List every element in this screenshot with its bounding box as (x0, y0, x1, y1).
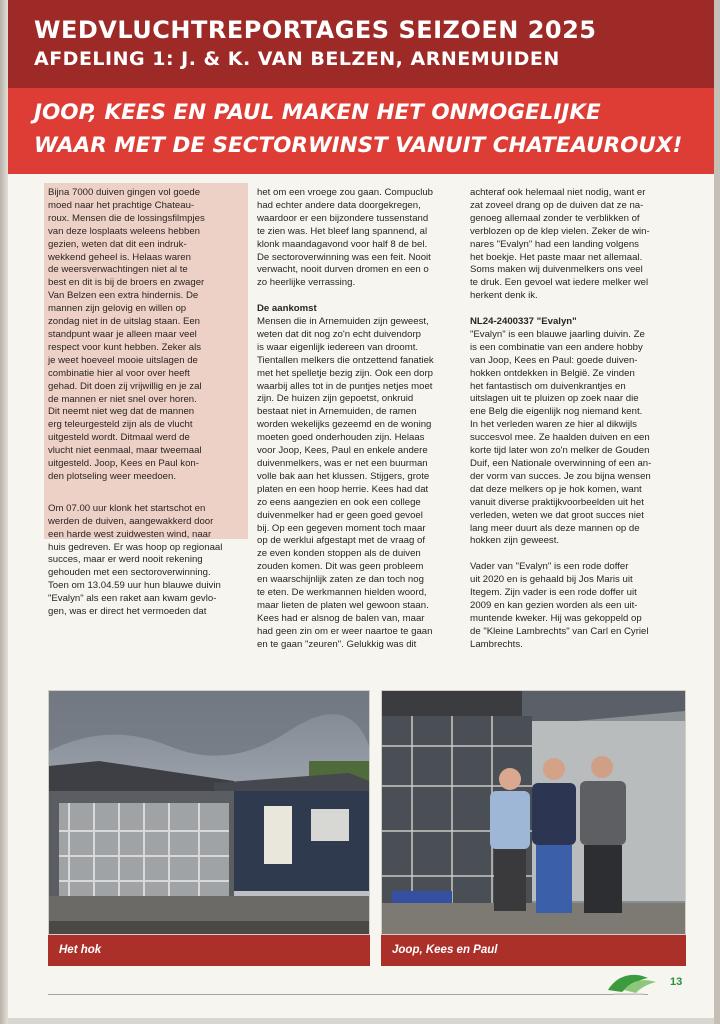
text-line: In het verleden waren ze hier al dikwijls (470, 419, 637, 431)
headline-band (8, 88, 714, 174)
series-title: WEDVLUCHTREPORTAGES SEIZOEN 2025 (34, 16, 597, 44)
text-line: Dit neemt niet weg dat de mannen (48, 406, 195, 418)
text-line: platen en een hoop herrie. Kees had dat (257, 483, 429, 495)
text-line: De sectoroverwinning was een feit. Nooit (257, 251, 431, 263)
text-line: den plotseling weer meedoen. (48, 470, 177, 482)
text-line: "Evalyn" als een raket aan kwam gevlo- (48, 593, 217, 605)
text-line: werden de duiven, aangewakkerd door (48, 515, 214, 527)
text-line: dat deze melkers op je hok komen, want (470, 483, 642, 495)
text-line: moed naar het prachtige Chateau- (48, 199, 195, 211)
text-line: de weersverwachtingen niet al te (48, 264, 188, 276)
text-line: uitgesteld wordt. Ditmaal werd de (48, 432, 190, 444)
text-line: een harde west zuidwesten wind, naar (48, 528, 212, 540)
text-line: volle bak aan het klussen. Stijgers, grote (257, 470, 430, 482)
column-2 (257, 187, 467, 652)
text-line: Duif, een Nationale overwinning of een an- (470, 458, 652, 470)
text-line: verblozen op de klep vielen. Zeker de win- (470, 225, 650, 237)
text-line: verwacht, nooit durven dromen en een o (257, 264, 429, 276)
column-3-paragraph (470, 187, 700, 303)
text-line: wekkend geheel is. Helaas waren (48, 251, 191, 263)
text-line: is een combinatie van een andere hobby (470, 341, 643, 353)
caption-loft: Het hok (48, 935, 370, 966)
text-line: korte tijd later won zo'n melker de Gouden (470, 445, 650, 457)
text-line: muntende kweker. Hij was gekoppeld op (470, 612, 642, 624)
text-line: van Joop, Kees en Paul: goede duiven- (470, 354, 638, 366)
magazine-page (8, 0, 714, 1018)
text-line: Lambrechts. (470, 638, 523, 650)
text-line: je weet hoeveel mooie uitslagen de (48, 354, 198, 366)
text-line: weten dat dit nog zo'n echt duivendorp (257, 328, 421, 340)
text-line: achteraf ook helemaal niet nodig, want er (470, 187, 646, 198)
photo-loft (48, 690, 370, 935)
text-line: waardoor er een bijzondere tussenstand (257, 212, 429, 224)
subheading-arrival: De aankomst (257, 303, 317, 315)
text-line: 2009 en kan gezien worden als een uit- (470, 599, 638, 611)
text-line: ene Belg die eigenlijk nog niemand kent. (470, 406, 643, 418)
text-line: Vader van "Evalyn" is een rode doffer (470, 561, 629, 573)
text-line: duivenmelker had er geen goed gevoel (257, 509, 423, 521)
headline-line: JOOP, KEES EN PAUL MAKEN HET ONMOGELIJKE (34, 100, 601, 125)
text-line: hokken zijn geweest. (470, 535, 560, 547)
text-line: de mannen er niet snel over horen. (48, 393, 197, 405)
text-line: op de werklui afgestapt met de vraag of (257, 535, 425, 547)
text-line: zondag niet in de uitslag staan. Een (48, 316, 201, 328)
text-line: Mensen die in Arnemuiden zijn geweest, (257, 316, 429, 328)
text-line: erg teleurgesteld zijn als de vlucht (48, 419, 193, 431)
text-line: huis gedreven. Er was hoop op regionaal (48, 541, 223, 553)
text-line: met het spelletje bezig zijn. Ook een dorp (257, 367, 433, 379)
subheading-evalyn: NL24-2400337 "Evalyn" (470, 316, 577, 328)
text-line: van deze losplaats weleens hebben (48, 225, 201, 237)
caption-people: Joop, Kees en Paul (381, 935, 686, 966)
text-line: hokken ontdekken in België. Ze vinden (470, 367, 635, 379)
header-band (8, 0, 714, 88)
text-line: worden wekelijks gezeemd en de woning (257, 419, 432, 431)
section-title: AFDELING 1: J. & K. VAN BELZEN, ARNEMUIDEN (34, 48, 560, 70)
text-line: had geen zin om er weer naartoe te gaan (257, 625, 433, 637)
text-line: verleden, weten we dat groot succes niet (470, 509, 644, 521)
column-1 (48, 187, 248, 619)
text-line: vanuit diverse praktijkvoorbeelden uit het (470, 496, 644, 508)
photo-people (381, 690, 686, 935)
text-line: Toen om 13.04.59 uur hun blauwe duivin (48, 580, 221, 592)
column-3 (470, 187, 700, 652)
intro-paragraph (48, 187, 248, 484)
text-line: en waarschijnlijk zaten ze dan toch nog (257, 574, 424, 586)
text-line: duivenmelkers, was er net een buurman (257, 458, 428, 470)
text-line: Om 07.00 uur klonk het startschot en (48, 502, 206, 514)
leaf-logo-icon (604, 968, 660, 998)
text-line: genoeg allemaal zonder te verblikken of (470, 212, 640, 224)
text-line: Van Belzen een extra hindernis. De (48, 290, 199, 302)
text-line: het boekje. Het paste maar net allemaal. (470, 251, 643, 263)
text-line: standpunt waar je alleen maar veel (48, 328, 197, 340)
footer-rule (48, 994, 648, 995)
loft-image (49, 691, 369, 934)
text-line: het fantastisch om duivenkrantjes en (470, 380, 626, 392)
text-line: moeten goed onderhouden zijn. Helaas (257, 432, 425, 444)
text-line: zo heerlijke verrassing. (257, 277, 356, 289)
text-line: zouden komen. Dit was geen probleem (257, 561, 424, 573)
text-line: gehad. Dit doen zij vrijwillig en je zal (48, 380, 202, 392)
text-line: best en dit is bij de broers en zwager (48, 277, 205, 289)
text-line: Bijna 7000 duiven gingen vol goede (48, 187, 201, 198)
text-line: mannen zijn gelovig en willen op (48, 303, 187, 315)
text-line: uitslagen uit te pluizen op zoek naar die (470, 393, 639, 405)
text-line: uit 2020 en is gehaald bij Jos Maris uit (470, 574, 633, 586)
text-line: uitgesteld. Joop, Kees en Paul kon- (48, 458, 199, 470)
text-line: succesvol mee. Ze haalden duiven en een (470, 432, 650, 444)
text-line: Kees had er alsnog de balen van, maar (257, 612, 425, 624)
text-line: roux. Mensen die de lossingsfilmpjes (48, 212, 205, 224)
text-line: succes, maar er werd nooit rekening (48, 554, 203, 566)
text-line: klonk maandagavond voor half 8 de bel. (257, 238, 428, 250)
text-line: herkent denk ik. (470, 290, 538, 302)
text-line: bij. Op een gegeven moment toch maar (257, 522, 426, 534)
text-line: had echter andere data doorgekregen, (257, 199, 421, 211)
text-line: gehouden met een sectoroverwinning. (48, 567, 211, 579)
column-2-paragraph (257, 187, 467, 290)
text-line: het om een vroege zou gaan. Compuclub (257, 187, 433, 198)
text-line: waarbij alles tot in de puntjes netjes moet (257, 380, 433, 392)
headline-line: WAAR MET DE SECTORWINST VANUIT CHATEAUROUX! (34, 133, 683, 158)
headline (34, 96, 704, 162)
text-line: gezien, weten dat dit een indruk- (48, 238, 187, 250)
text-line: maar lieten de platen wel gewoon staan. (257, 599, 429, 611)
page-number: 13 (670, 976, 683, 988)
text-line: gen, was er direct het vermoeden dat (48, 606, 207, 618)
text-line: combinatie hier al voor over heeft (48, 367, 190, 379)
text-line: voor Joop, Kees, Paul en enkele andere (257, 445, 428, 457)
text-line: zat zoveel drang op de duiven dat ze na- (470, 199, 644, 211)
column-2-paragraph (257, 316, 467, 652)
text-line: Tientallen melkers die ontzettend fanatiek (257, 354, 434, 366)
text-line: te eten. De werkmannen hielden woord, (257, 587, 427, 599)
column-3-paragraph (470, 561, 700, 651)
column-1-paragraph (48, 503, 248, 619)
text-line: en te gaan "zeuren". Gelukkig was dit (257, 638, 417, 650)
text-line: respect voor kunt hebben. Zeker als (48, 341, 202, 353)
people-image (382, 691, 685, 934)
text-line: "Evalyn" is een blauwe jaarling duivin. Ze (470, 328, 645, 340)
text-line: Itegem. Zijn vader is een rode doffer uit (470, 587, 637, 599)
text-line: te druk. Een gevoel wat iedere melker wel (470, 277, 649, 289)
text-line: nares "Evalyn" had een landing volgens (470, 238, 639, 250)
text-line: Soms maken wij duivenmelkers ons veel (470, 264, 643, 276)
text-line: der vorm van succes. Je zou bijna wensen (470, 470, 651, 482)
page-edge (714, 0, 720, 1024)
column-3-paragraph (470, 329, 700, 548)
text-line: bestaat niet in Arnemuiden, de ramen (257, 406, 417, 418)
text-line: de "Kleine Lambrechts" van Carl en Cyriel (470, 625, 649, 637)
text-line: vlucht niet eenmaal, maar tweemaal (48, 445, 202, 457)
text-line: te zien was. Het bleef lang spannend, al (257, 225, 428, 237)
text-line: lang meer duurt als deze mannen op de (470, 522, 640, 534)
text-line: ze even konden stoppen als de duiven (257, 548, 421, 560)
text-line: is waar eigenlijk iedereen van droomt. (257, 341, 419, 353)
page-binding (0, 0, 8, 1024)
text-line: zijn. De huizen zijn gepoetst, onkruid (257, 393, 414, 405)
text-line: zo eens aangezien en ook een college (257, 496, 421, 508)
